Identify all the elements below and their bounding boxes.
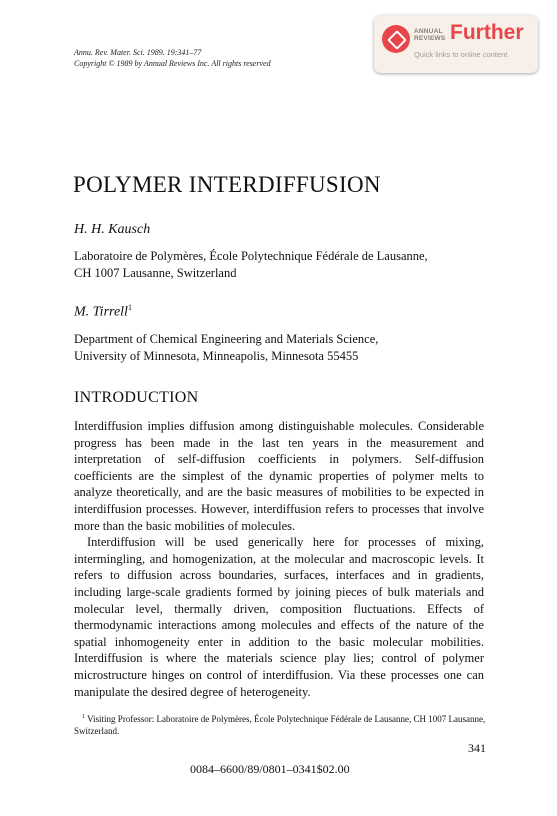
author-name [74,303,132,321]
author-name-text: H. H. Kausch [74,222,151,237]
footnote-marker: 1 [82,714,85,720]
journal-citation: Annu. Rev. Mater. Sci. 1989. 19:341–77 [74,48,202,57]
copyright-notice: Copyright © 1989 by Annual Reviews Inc. All rights reserved [74,58,271,68]
author-name [74,222,150,238]
author-affiliation: Department of Chemical Engineering and Materials Science, University of Minnesota, Minneapolis, Minnesota 55455 [74,332,379,363]
footnote [74,711,488,737]
further-title[interactable]: Further [450,21,524,44]
section-heading: INTRODUCTION [74,389,199,406]
further-subtitle[interactable]: Quick links to online content [414,50,508,59]
footnote-text: Visiting Professor: Laboratoire de Polymères, École Polytechnique Fédérale de Lausanne, CH 1007 Lausanne, Switzerland. [74,714,486,736]
body-text [74,418,484,700]
journal-reference [74,48,271,69]
author-affiliation: Laboratoire de Polymères, École Polytechnique Fédérale de Lausanne, CH 1007 Lausanne, Switzerland [74,249,428,280]
article-code: 0084–6600/89/0801–0341$02.00 [190,762,350,776]
paragraph: Interdiffusion implies diffusion among distinguishable molecules. Considerable progress has been made in the last ten years in the measurement and interpretation of self-diffusion coefficients in polymers. Self-diffusion coefficients are the simplest of the dynamic properties of polymer melts to analyze theoretically, and are the basic measures of mobilities to be expected in interdiffusion processes. However, interdiffusion refers to processes that involve more than the basic mobilities of molecules. [74,419,484,533]
page-number: 341 [468,741,486,755]
annual-reviews-logo-icon [382,25,410,53]
paragraph: Interdiffusion will be used generically here for processes of mixing, intermingling, and homogenization, at the molecular and macroscopic levels. It refers to diffusion across boundaries, surfaces, interfaces and in gradients, including large-scale gradients formed by joining pieces of bulk materials and molecular level, thermally driven, composition fluctuations. Effects of thermodynamic interactions among molecules and effects of the nature of the spatial inhomogeneity enter in addition to the basic molecular mobilities. Interdiffusion is where the materials science play lies; control of polymer microstructure hinges on control of interdiffusion. Via these processes one can manipulate the desired degree of heterogeneity. [74,535,484,699]
article-title: POLYMER INTERDIFFUSION [73,172,381,197]
further-links-badge[interactable] [374,15,538,73]
annual-reviews-label: ANNUAL REVIEWS [414,28,446,42]
author-name-text: M. Tirrell [74,304,128,320]
footnote-marker[interactable]: 1 [127,303,132,312]
